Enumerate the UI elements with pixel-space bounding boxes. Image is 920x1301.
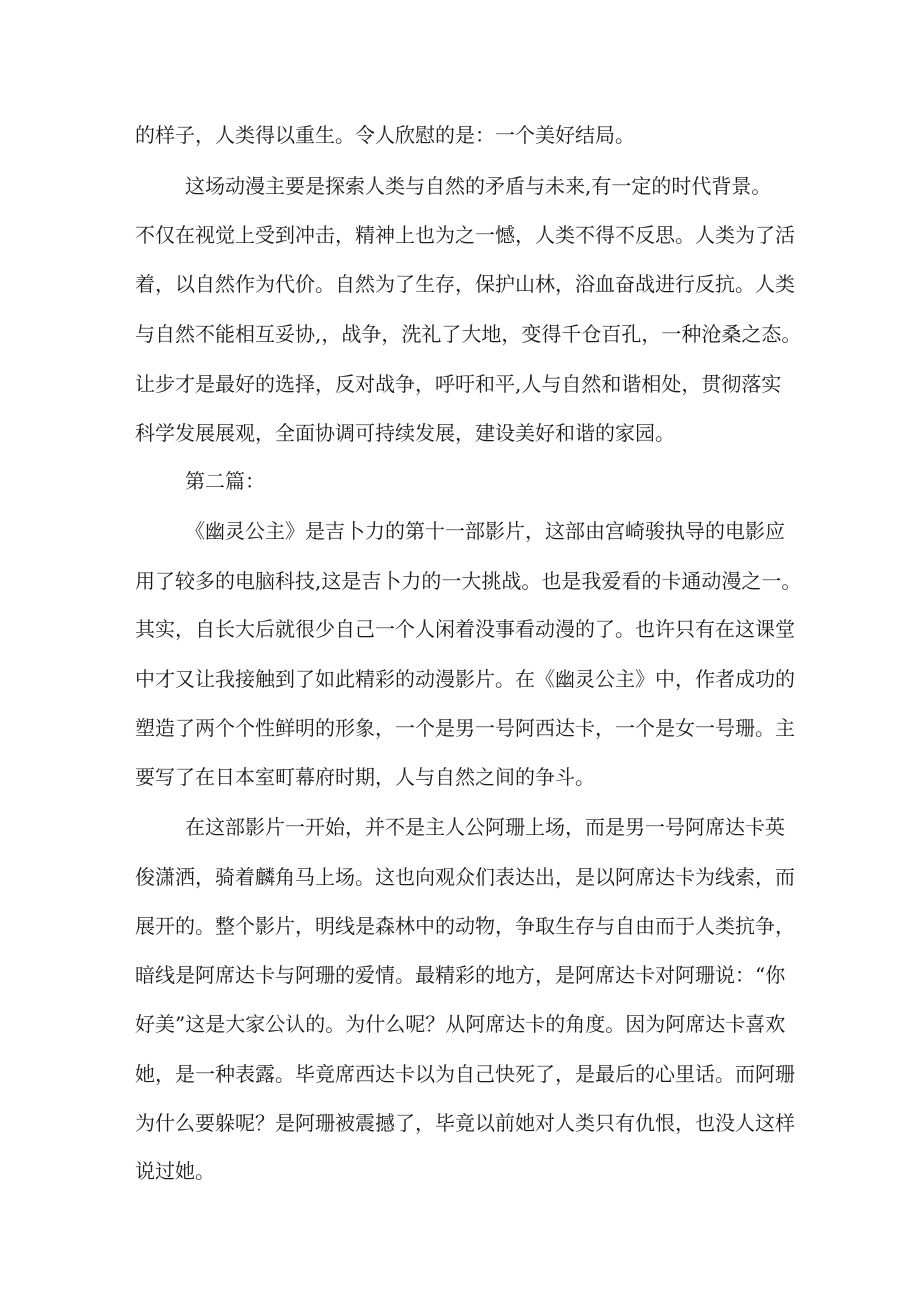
- text-line: 的样子，人类得以重生。令人欣慰的是：一个美好结局。: [135, 123, 635, 147]
- text-line: 塑造了两个个性鲜明的形象，一个是男一号阿西达卡，一个是女一号珊。主: [135, 716, 795, 740]
- text-line: 中才又让我接触到了如此精彩的动漫影片。在《幽灵公主》中，作者成功的: [135, 667, 795, 691]
- text-line: 这场动漫主要是探索人类与自然的矛盾与未来,有一定的时代背景。: [185, 174, 772, 198]
- text-line: 《幽灵公主》是吉卜力的第十一部影片，这部由宫崎骏执导的电影应: [185, 519, 785, 543]
- text-line: 其实，自长大后就很少自己一个人闲着没事看动漫的了。也许只有在这课堂: [135, 617, 795, 641]
- text-line: 展开的。整个影片，明线是森林中的动物，争取生存与自由而于人类抗争，: [135, 914, 795, 938]
- text-line: 在这部影片一开始，并不是主人公阿珊上场，而是男一号阿席达卡英: [185, 815, 785, 839]
- text-line: 俊潇洒，骑着麟角马上场。这也向观众们表达出，是以阿席达卡为线索，而: [135, 865, 795, 889]
- text-line: 说过她。: [135, 1159, 215, 1183]
- text-line: 让步才是最好的选择，反对战争，呼吁和平,人与自然和谐相处，贯彻落实: [135, 372, 782, 396]
- text-line: 要写了在日本室町幕府时期，人与自然之间的争斗。: [135, 765, 595, 789]
- text-line: 她，是一种表露。毕竟席西达卡以为自己快死了，是最后的心里话。而阿珊: [135, 1062, 795, 1086]
- text-line: 好美”这是大家公认的。为什么呢？从阿席达卡的角度。因为阿席达卡喜欢: [135, 1012, 786, 1036]
- text-line: 科学发展展观，全面协调可持续发展，建设美好和谐的家园。: [135, 421, 675, 445]
- text-line: 为什么要躲呢？是阿珊被震撼了，毕竟以前她对人类只有仇恨，也没人这样: [135, 1111, 795, 1135]
- text-line: 着，以自然作为代价。自然为了生存，保护山林，浴血奋战进行反抗。人类: [135, 272, 795, 296]
- text-line: 不仅在视觉上受到冲击，精神上也为之一憾，人类不得不反思。人类为了活: [135, 223, 795, 247]
- text-line: 用了较多的电脑科技,这是吉卜力的一大挑战。也是我爱看的卡通动漫之一。: [135, 569, 802, 593]
- text-line: 暗线是阿席达卡与阿珊的爱情。最精彩的地方，是阿席达卡对阿珊说：“你: [135, 963, 786, 987]
- text-line: 与自然不能相互妥协,，战争，洗礼了大地，变得千仓百孔，一种沧桑之态。: [135, 322, 802, 346]
- section-heading: 第二篇：: [185, 469, 265, 493]
